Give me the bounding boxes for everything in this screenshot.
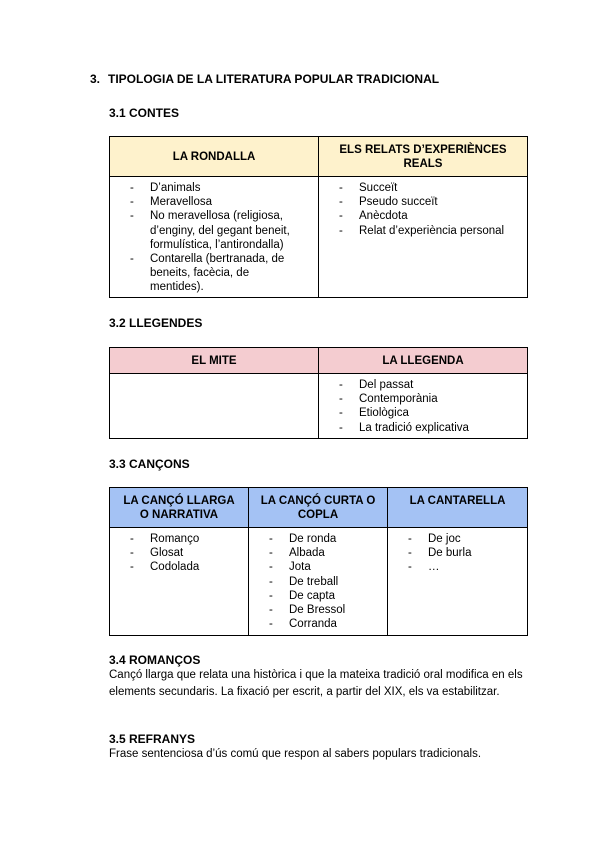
contes-cell-rondalla [110,177,319,298]
cancons-header-cantarella: LA CANTARELLA [388,488,528,528]
list-item: - Corranda [249,617,387,631]
refranys-title: 3.5 REFRANYS [109,732,196,746]
list-item: - Contarella (bertranada, de beneits, facècia, de mentides). [110,252,302,295]
list-item: - No meravellosa (religiosa, d’enginy, del gegant beneit, formulística, l’antirondalla) [110,209,302,252]
list-item: - De burla [388,546,527,560]
list-item: - De Bressol [249,603,387,617]
list-item: - Jota [249,560,387,574]
contes-title: 3.1 CONTES [109,106,180,120]
cancons-table [109,487,528,636]
list-item: - De ronda [249,532,387,546]
list-item: - Contemporània [319,392,527,406]
list-item: - Relat d’experiència personal [319,224,527,238]
llegendes-header-mite: EL MITE [110,348,319,374]
list-item: - Pseudo succeït [319,195,527,209]
list-item: - De capta [249,589,387,603]
list-item: - Romanço [110,532,248,546]
cancons-header-curta: LA CANÇÓ CURTA O COPLA [249,488,388,528]
llegendes-cell-llegenda [319,374,528,439]
list-item: - De joc [388,532,527,546]
romancos-title: 3.4 ROMANÇOS [109,653,201,667]
romancos-text: Cançó llarga que relata una històrica i que la mateixa tradició oral modifica en els elements secundaris. La fixació per escrit, a partir del XIX, els va estabilitzar. [109,669,523,698]
list-item: - Meravellosa [110,195,302,209]
list-item: - Del passat [319,378,527,392]
cancons-cell-llarga [110,528,249,636]
section-heading [90,72,439,86]
list-item: - Albada [249,546,387,560]
section-number: 3. [90,72,101,86]
contes-header-relats: ELS RELATS D’EXPERIÈNCES REALS [319,137,528,177]
list-item: - Codolada [110,560,248,574]
cancons-header-llarga: LA CANÇÓ LLARGA O NARRATIVA [110,488,249,528]
list-item: - Anècdota [319,209,527,223]
list-item: - La tradició explicativa [319,421,527,435]
llegendes-cell-mite [110,374,319,439]
list-item: - … [388,560,527,574]
cancons-title: 3.3 CANÇONS [109,457,190,471]
cancons-cell-cantarella [388,528,528,636]
contes-table [109,136,528,298]
list-item: - Etiològica [319,406,527,420]
section-title: TIPOLOGIA DE LA LITERATURA POPULAR TRADICIONAL [108,72,440,86]
refranys-text: Frase sentenciosa d’ús comú que respon al sabers populars tradicionals. [109,748,482,760]
list-item: - De treball [249,575,387,589]
list-item: - D’animals [110,181,302,195]
contes-cell-relats [319,177,528,298]
llegendes-title: 3.2 LLEGENDES [109,316,203,330]
contes-header-rondalla: LA RONDALLA [110,137,319,177]
llegendes-header-llegenda: LA LLEGENDA [319,348,528,374]
llegendes-table [109,347,528,439]
cancons-cell-curta [249,528,388,636]
list-item: - Succeït [319,181,527,195]
list-item: - Glosat [110,546,248,560]
